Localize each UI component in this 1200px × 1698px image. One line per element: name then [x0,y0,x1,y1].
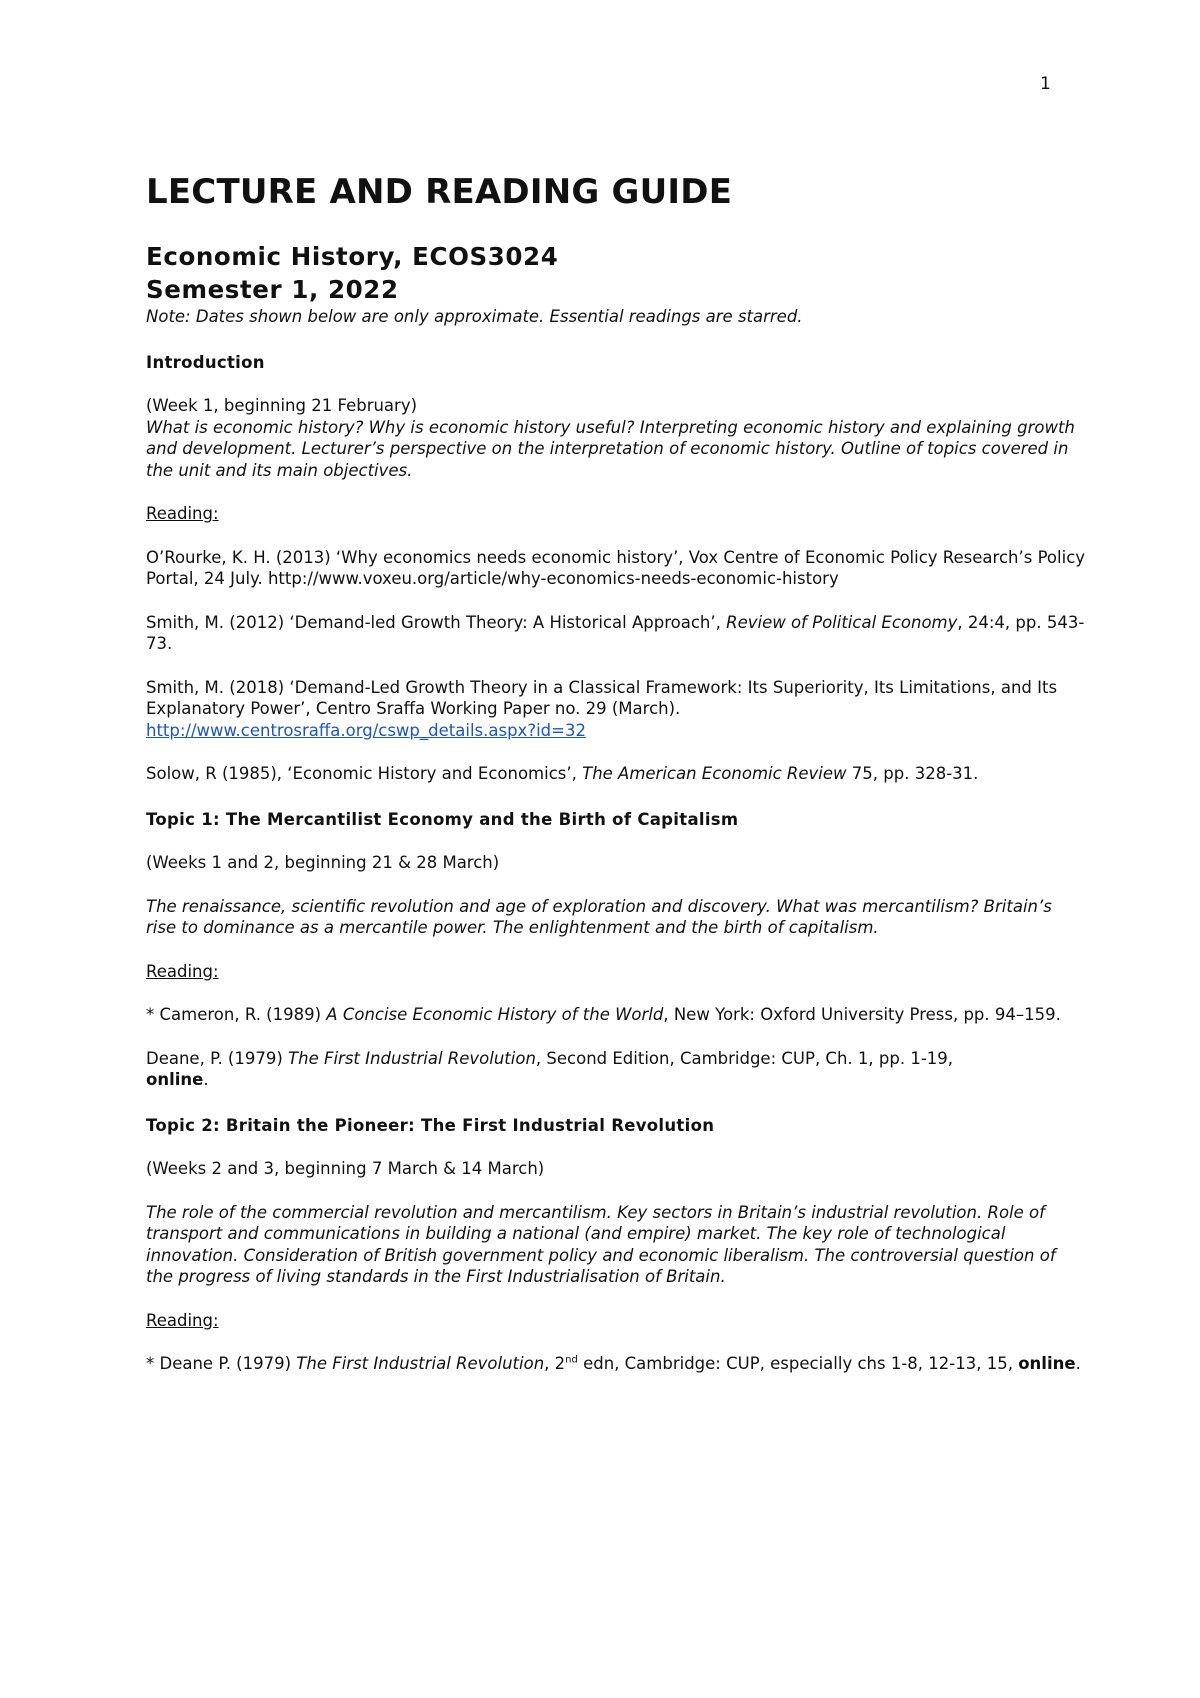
dates-note: Note: Dates shown below are only approximate. Essential readings are starred. [146,307,803,326]
topic2-description: The role of the commercial revolution and mercantilism. Key sectors in Britain’s industrial revolution. Role of transport and communications in building a national (and empire) market. The key role of technological innovation. Consideration of British government policy and economic liberalism. The controversial question of the progress of living standards in the First Industrialisation of Britain. [146,1202,1056,1286]
semester: Semester 1, 2022 [146,275,399,304]
intro-ref-orourke: O’Rourke, K. H. (2013) ‘Why economics needs economic history’, Vox Centre of Economic Policy Research’s Policy Portal, 24 July. http://www.voxeu.org/article/why-economics-needs-economic-history [146,547,1086,588]
topic1-heading: Topic 1: The Mercantilist Economy and the Birth of Capitalism [146,809,739,829]
course-name: Economic History, ECOS3024 [146,242,559,271]
intro-dates: (Week 1, beginning 21 February) [146,396,418,415]
intro-ref-smith-2018: Smith, M. (2018) ‘Demand-Led Growth Theory in a Classical Framework: Its Superiority, Its Limitations, and Its Explanatory Power’, Centro Sraffa Working Paper no. 29 (March). http://www.centrosraffa.org/cswp_details.aspx?id=32 [146,677,1058,740]
topic1-ref-cameron: * Cameron, R. (1989) A Concise Economic History of the World, New York: Oxford University Press, pp. 94–159. [146,1005,1061,1024]
document-title: LECTURE AND READING GUIDE [146,172,733,212]
topic1-description: The renaissance, scientific revolution and age of exploration and discovery. What was mercantilism? Britain’s rise to dominance as a mercantile power. The enlightenment and the birth of capitalism. [146,896,1052,937]
topic1-reading-label: Reading: [146,961,219,981]
topic1-ref-deane: Deane, P. (1979) The First Industrial Revolution, Second Edition, Cambridge: CUP, Ch. 1, pp. 1-19, online. [146,1048,954,1089]
intro-reading-label: Reading: [146,504,219,523]
topic2-dates: (Weeks 2 and 3, beginning 7 March & 14 March) [146,1159,545,1178]
topic2-reading-label: Reading: [146,1310,219,1330]
intro-heading: Introduction [146,352,265,372]
topic1-dates: (Weeks 1 and 2, beginning 21 & 28 March) [146,853,500,872]
topic2-heading: Topic 2: Britain the Pioneer: The First Industrial Revolution [146,1115,715,1135]
page-number: 1 [1040,74,1051,94]
document-body [146,172,1086,1375]
topic2-ref-deane: * Deane P. (1979) The First Industrial Revolution, 2nd edn, Cambridge: CUP, especially chs 1-8, 12-13, 15, online. [146,1354,1081,1373]
centro-sraffa-link[interactable]: http://www.centrosraffa.org/cswp_details.aspx?id=32 [146,720,586,740]
intro-ref-solow: Solow, R (1985), ‘Economic History and Economics’, The American Economic Review 75, pp. 328-31. [146,764,979,783]
course-subtitle [146,240,1086,306]
intro-description: What is economic history? Why is economic history useful? Interpreting economic history and explaining growth and development. Lecturer’s perspective on the interpretation of economic history. Outline of topics covered in the unit and its main objectives. [146,417,1075,480]
intro-ref-smith-2012: Smith, M. (2012) ‘Demand-led Growth Theory: A Historical Approach’, Review of Political Economy, 24:4, pp. 543-73. [146,612,1085,653]
